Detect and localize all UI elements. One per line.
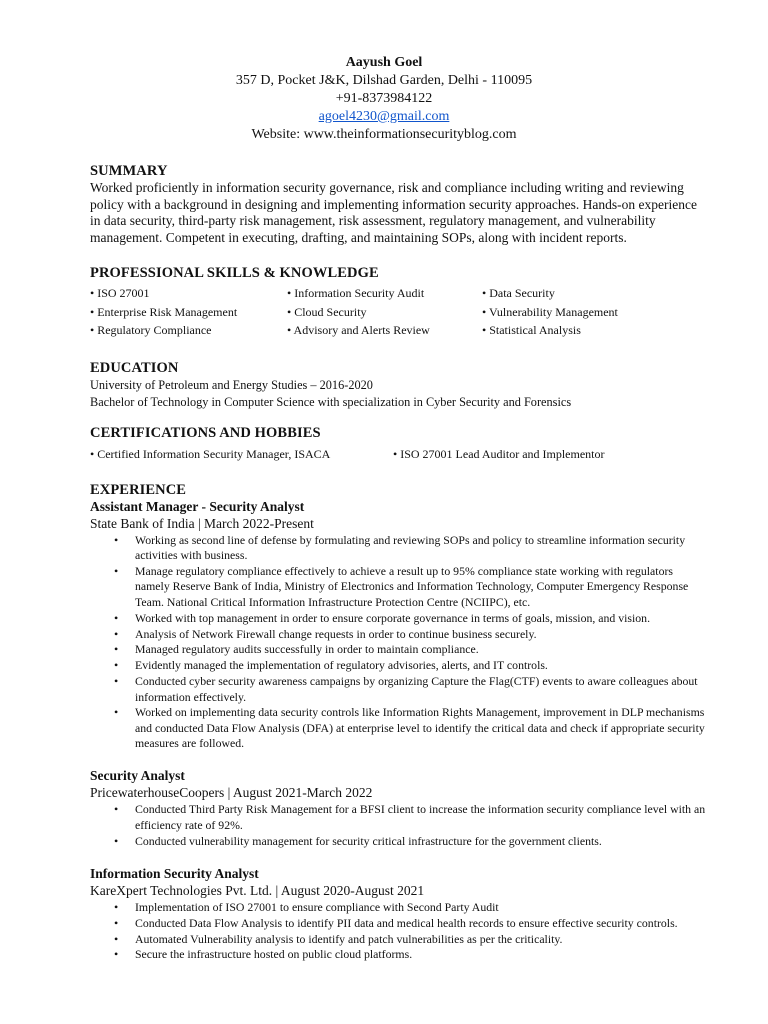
phone-number: +91-8373984122 <box>335 91 433 106</box>
job-title: Assistant Manager - Security Analyst <box>90 499 305 514</box>
skill-item: • Statistical Analysis <box>482 323 581 337</box>
job-company: KareXpert Technologies Pvt. Ltd. | August 2020-August 2021 <box>90 882 425 898</box>
certification-item: • ISO 27001 Lead Auditor and Implementor <box>393 447 605 461</box>
job-bullet: • Worked on implementing data security controls like Information Rights Management, improvement in DLP mechanisms and conducted Data Flow Analysis (DFA) at enterprise level to identify the critical data and check if appropriate security measures are followed. <box>90 705 710 751</box>
skill-item: • Advisory and Alerts Review <box>287 323 430 337</box>
job-bullet: • Managed regulatory audits successfully in order to maintain compliance. <box>90 642 710 657</box>
skills-heading: PROFESSIONAL SKILLS & KNOWLEDGE <box>90 265 379 281</box>
job-bullet: • Automated Vulnerability analysis to identify and patch vulnerabilities as per the criticality. <box>90 932 710 947</box>
job-bullets <box>90 900 710 963</box>
job-company: State Bank of India | March 2022-Present <box>90 516 314 531</box>
certification-item: • Certified Information Security Manager, ISACA <box>90 447 331 461</box>
summary-heading: SUMMARY <box>90 163 168 179</box>
education-institution: University of Petroleum and Energy Studies – 2016-2020 <box>90 378 373 392</box>
address: 357 D, Pocket J&K, Dilshad Garden, Delhi - 110095 <box>235 73 533 88</box>
skill-item: • Regulatory Compliance <box>90 323 212 337</box>
skill-item: • Information Security Audit <box>287 286 425 300</box>
skill-item: • Data Security <box>482 286 555 300</box>
education-heading: EDUCATION <box>90 360 179 376</box>
experience-section <box>90 481 710 963</box>
job-entry <box>90 499 710 751</box>
certifications-grid <box>90 445 710 463</box>
job-bullet: • Secure the infrastructure hosted on public cloud platforms. <box>90 947 710 962</box>
job-entry <box>90 866 710 963</box>
job-title: Information Security Analyst <box>90 865 259 881</box>
job-bullet: • Working as second line of defense by formulating and reviewing SOPs and policy to streamline information security activities with business. <box>90 533 710 564</box>
summary-text: Worked proficiently in information security governance, risk and compliance including writing and reviewing policy with a background in designing and implementing information security approaches. Hands-on experience in data security, third-party risk management, risk assessment, regulatory management, and vulnerability management. Competent in executing, drafting, and maintaining SOPs, along with incident reports. <box>90 180 697 245</box>
job-title: Security Analyst <box>90 768 185 784</box>
education-section <box>90 359 710 411</box>
job-company: PricewaterhouseCoopers | August 2021-March 2022 <box>90 785 373 801</box>
skill-item: • Vulnerability Management <box>482 304 618 319</box>
job-bullet: • Analysis of Network Firewall change requests in order to continue business securely. <box>90 627 710 642</box>
job-bullet: • Manage regulatory compliance effectively to achieve a result up to 95% compliance state working with regulators namely Reserve Bank of India, Ministry of Electronics and Information Technology, Computer Emergency Response Team. National Critical Information Infrastructure Protection Centre (NCIIPC), etc. <box>90 564 710 610</box>
certifications-section <box>90 424 710 463</box>
summary-section <box>90 162 710 246</box>
job-entry <box>90 768 710 848</box>
certifications-heading: CERTIFICATIONS AND HOBBIES <box>90 425 321 441</box>
skills-section <box>90 264 710 340</box>
job-bullet: • Conducted Data Flow Analysis to identify PII data and medical health records to ensure effective security controls. <box>90 916 710 931</box>
skill-item: • Enterprise Risk Management <box>90 304 238 319</box>
contact-header <box>0 54 768 144</box>
website: Website: www.theinformationsecurityblog.com <box>251 127 517 142</box>
candidate-name: Aayush Goel <box>345 55 423 70</box>
skill-item: • ISO 27001 <box>90 286 150 300</box>
job-bullet: • Implementation of ISO 27001 to ensure compliance with Second Party Audit <box>90 900 710 915</box>
job-bullet: • Conducted cyber security awareness campaigns by organizing Capture the Flag(CTF) events to aware colleagues about information effectively. <box>90 674 710 705</box>
skill-item: • Cloud Security <box>287 304 367 319</box>
job-bullets <box>90 802 710 848</box>
skills-grid <box>90 284 710 340</box>
job-bullet: • Evidently managed the implementation of regulatory advisories, alerts, and IT controls. <box>90 658 710 673</box>
job-bullet: • Conducted vulnerability management for security critical infrastructure for the government clients. <box>90 834 710 849</box>
education-degree: Bachelor of Technology in Computer Science with specialization in Cyber Security and Forensics <box>90 395 572 409</box>
email-link[interactable]: agoel4230@gmail.com <box>318 109 450 124</box>
job-bullet: • Worked with top management in order to ensure corporate governance in terms of goals, mission, and vision. <box>90 611 710 626</box>
job-bullet: • Conducted Third Party Risk Management for a BFSI client to increase the information security compliance level with an efficiency rate of 92%. <box>90 802 710 833</box>
experience-heading: EXPERIENCE <box>90 482 187 498</box>
job-bullets <box>90 533 710 751</box>
